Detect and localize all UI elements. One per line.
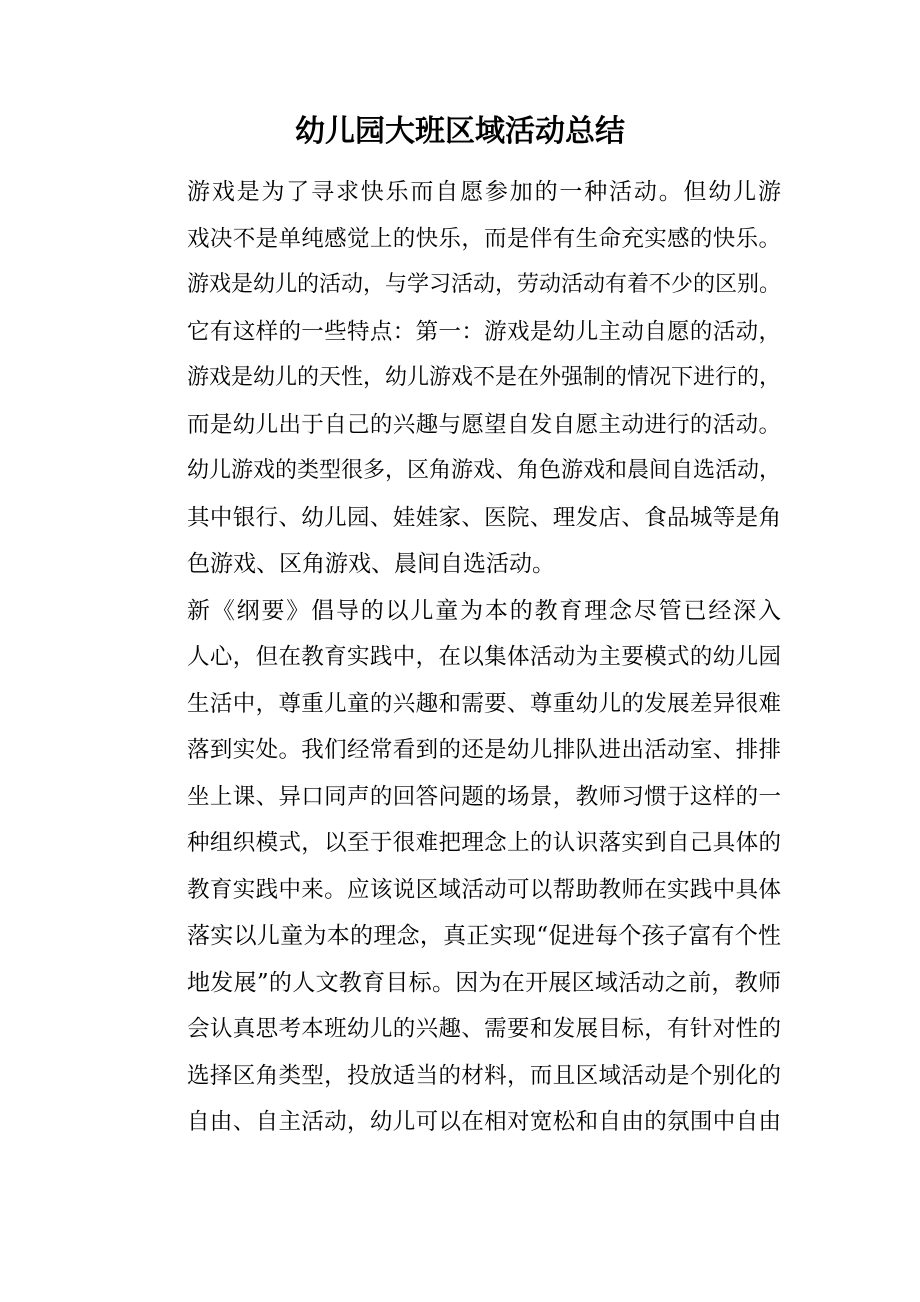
text-line: 选择区角类型，投放适当的材料，而且区域活动是个别化的 <box>187 1062 781 1089</box>
text-line: 色游戏、区角游戏、晨间自选活动。 <box>187 551 555 577</box>
text-line: 游戏是为了寻求快乐而自愿参加的一种活动。但幼儿游 <box>187 179 781 205</box>
text-line: 人心，但在教育实践中，在以集体活动为主要模式的幼儿园 <box>187 644 781 670</box>
text-line: 自由、自主活动，幼儿可以在相对宽松和自由的氛围中自由 <box>187 1109 781 1135</box>
paragraph-2 <box>141 588 781 1146</box>
paragraph-1 <box>141 169 781 588</box>
text-line: 种组织模式，以至于很难把理念上的认识落实到自己具体的 <box>187 830 781 856</box>
text-line: 生活中，尊重儿童的兴趣和需要、尊重幼儿的发展差异很难 <box>187 690 781 717</box>
text-line: 教育实践中来。应该说区域活动可以帮助教师在实践中具体 <box>187 876 781 903</box>
text-line: 戏决不是单纯感觉上的快乐，而是伴有生命充实感的快乐。 <box>187 225 781 252</box>
text-line: 游戏是幼儿的天性，幼儿游戏不是在外强制的情况下进行的， <box>187 365 782 390</box>
text-line: 而是幼儿出于自己的兴趣与愿望自发自愿主动进行的活动。 <box>187 411 781 438</box>
text-line: 游戏是幼儿的活动，与学习活动，劳动活动有着不少的区别。 <box>187 272 782 297</box>
text-line: 落实以儿童为本的理念，真正实现“促进每个孩子富有个性 <box>187 923 781 949</box>
text-line: 其中银行、幼儿园、娃娃家、医院、理发店、食品城等是角 <box>187 504 781 531</box>
text-line: 幼儿游戏的类型很多，区角游戏、角色游戏和晨间自选活动， <box>187 458 782 483</box>
text-line: 坐上课、异口同声的回答问题的场景，教师习惯于这样的一 <box>187 783 781 810</box>
text-line: 新《纲要》倡导的以儿童为本的教育理念尽管已经深入 <box>187 597 781 624</box>
document-body <box>141 169 781 1146</box>
text-line: 它有这样的一些特点：第一：游戏是幼儿主动自愿的活动， <box>187 318 781 345</box>
text-line: 落到实处。我们经常看到的还是幼儿排队进出活动室、排排 <box>187 737 781 763</box>
text-line: 会认真思考本班幼儿的兴趣、需要和发展目标，有针对性的 <box>187 1016 781 1042</box>
document-title: 幼儿园大班区域活动总结 <box>295 114 625 149</box>
text-line: 地发展”的人文教育目标。因为在开展区域活动之前，教师 <box>187 969 781 996</box>
